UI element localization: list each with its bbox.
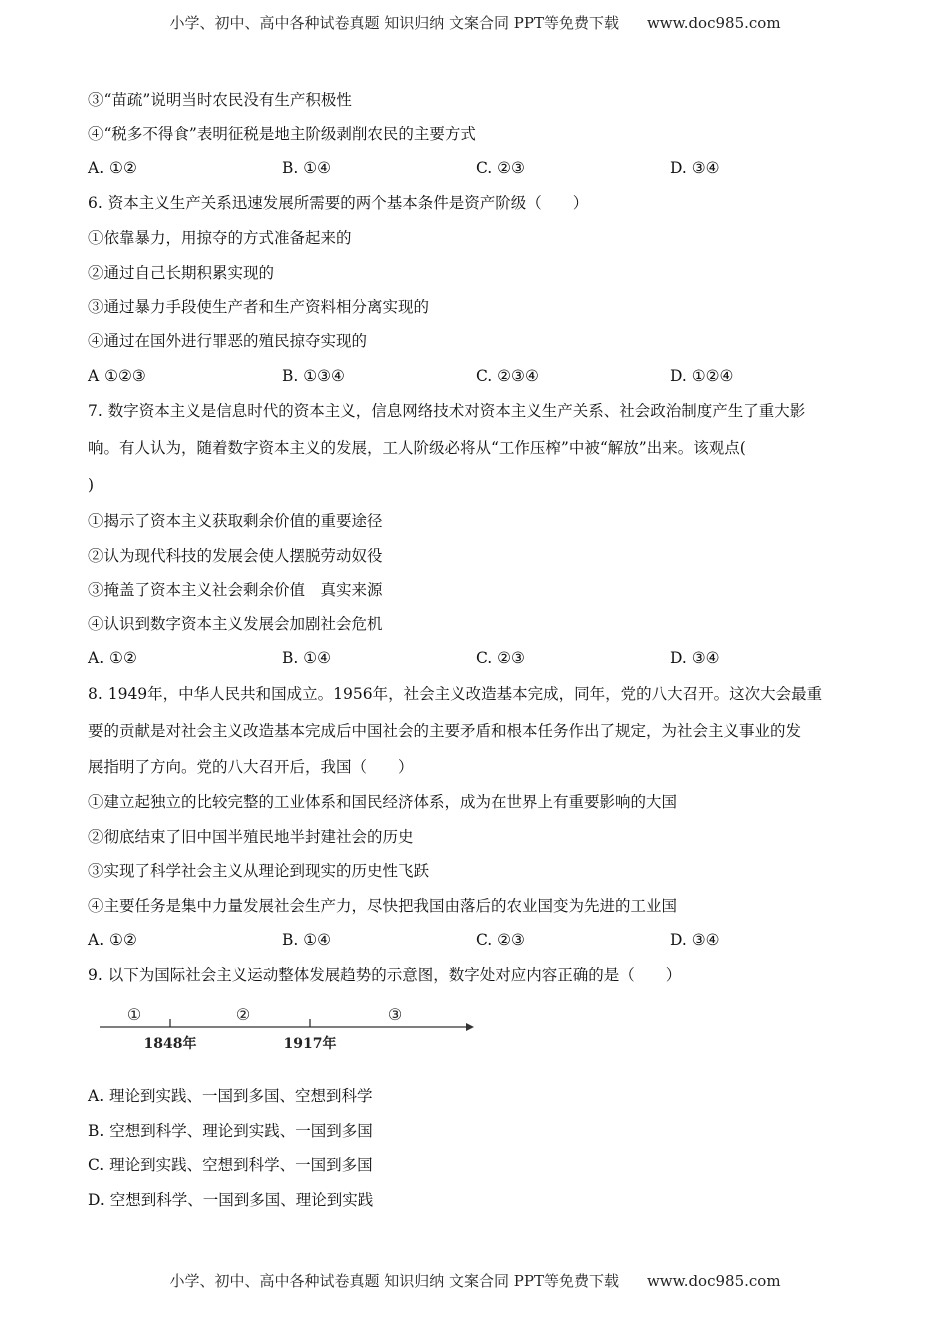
q9-option-b[interactable]: B. 空想到科学、理论到实践、一国到多国 bbox=[88, 1122, 373, 1140]
q8-statement-3: ③实现了科学社会主义从理论到现实的历史性飞跃 bbox=[88, 862, 430, 880]
q8-stem-line-2: 要的贡献是对社会主义改造基本完成后中国社会的主要矛盾和根本任务作出了规定，为社会主义事业的发 bbox=[88, 722, 802, 740]
q7-statement-2: ②认为现代科技的发展会使人摆脱劳动奴役 bbox=[88, 547, 383, 565]
q5-option-a[interactable]: A. ①② bbox=[88, 159, 137, 177]
q7-statement-4: ④认识到数字资本主义发展会加剧社会危机 bbox=[88, 615, 383, 633]
q5-option-c[interactable]: C. ②③ bbox=[476, 159, 525, 177]
q7-stem-line-3: ) bbox=[88, 476, 95, 494]
page-footer bbox=[0, 1270, 950, 1291]
q7-option-a[interactable]: A. ①② bbox=[88, 649, 137, 667]
q7-option-b[interactable]: B. ①④ bbox=[282, 649, 332, 667]
q8-statement-4: ④主要任务是集中力量发展社会生产力，尽快把我国由落后的农业国变为先进的工业国 bbox=[88, 897, 678, 915]
q6-options bbox=[88, 365, 868, 387]
q6-statement-3: ③通过暴力手段使生产者和生产资料相分离实现的 bbox=[88, 298, 430, 316]
q7-options bbox=[88, 647, 868, 669]
q9-option-d[interactable]: D. 空想到科学、一国到多国、理论到实践 bbox=[88, 1191, 374, 1209]
q5-option-d[interactable]: D. ③④ bbox=[670, 159, 720, 177]
q7-statement-3: ③掩盖了资本主义社会剩余价值 真实来源 bbox=[88, 581, 383, 599]
q8-statement-1: ①建立起独立的比较完整的工业体系和国民经济体系，成为在世界上有重要影响的大国 bbox=[88, 793, 678, 811]
footer-title: 小学、初中、高中各种试卷真题 知识归纳 文案合同 PPT等免费下载 bbox=[169, 1272, 619, 1290]
q8-statement-2: ②彻底结束了旧中国半殖民地半封建社会的历史 bbox=[88, 828, 414, 846]
q7-option-c[interactable]: C. ②③ bbox=[476, 649, 525, 667]
q8-stem-line-3: 展指明了方向。党的八大召开后，我国（ ） bbox=[88, 758, 414, 776]
q6-option-a[interactable]: A ①②③ bbox=[88, 367, 146, 385]
q7-stem-line-2: 响。有人认为，随着数字资本主义的发展，工人阶级必将从“工作压榨”中被“解放”出来。该观点( bbox=[88, 439, 746, 457]
timeline-mark-2: ② bbox=[235, 1005, 251, 1024]
timeline-year-1848: 1848年 bbox=[143, 1036, 197, 1052]
q6-option-c[interactable]: C. ②③④ bbox=[476, 367, 539, 385]
header-title: 小学、初中、高中各种试卷真题 知识归纳 文案合同 PPT等免费下载 bbox=[169, 14, 619, 32]
q8-option-d[interactable]: D. ③④ bbox=[670, 931, 720, 949]
q8-stem-line-1: 8. 1949年，中华人民共和国成立。1956年，社会主义改造基本完成，同年，党的八大召开。这次大会最重 bbox=[88, 685, 823, 703]
timeline-mark-1: ① bbox=[126, 1005, 142, 1024]
timeline-arrow-icon bbox=[466, 1023, 474, 1031]
q8-option-a[interactable]: A. ①② bbox=[88, 931, 137, 949]
q6-stem: 6. 资本主义生产关系迅速发展所需要的两个基本条件是资产阶级（ ） bbox=[88, 194, 589, 212]
q7-statement-1: ①揭示了资本主义获取剩余价值的重要途径 bbox=[88, 512, 383, 530]
q5-statement-3: ③“苗疏”说明当时农民没有生产积极性 bbox=[88, 91, 352, 109]
q6-statement-1: ①依靠暴力，用掠夺的方式准备起来的 bbox=[88, 229, 352, 247]
q6-statement-2: ②通过自己长期积累实现的 bbox=[88, 264, 275, 282]
q9-timeline-diagram bbox=[96, 1000, 476, 1060]
q5-options bbox=[88, 157, 868, 179]
page-header bbox=[0, 12, 950, 33]
header-url[interactable]: www.doc985.com bbox=[646, 14, 781, 32]
q9-option-c[interactable]: C. 理论到实践、空想到科学、一国到多国 bbox=[88, 1156, 373, 1174]
q8-options bbox=[88, 929, 868, 951]
q8-option-b[interactable]: B. ①④ bbox=[282, 931, 332, 949]
q7-stem-line-1: 7. 数字资本主义是信息时代的资本主义，信息网络技术对资本主义生产关系、社会政治制度产生了重大影 bbox=[88, 402, 806, 420]
q8-option-c[interactable]: C. ②③ bbox=[476, 931, 525, 949]
timeline-mark-3: ③ bbox=[387, 1005, 403, 1024]
q6-option-b[interactable]: B. ①③④ bbox=[282, 367, 345, 385]
footer-url[interactable]: www.doc985.com bbox=[646, 1272, 781, 1290]
q6-statement-4: ④通过在国外进行罪恶的殖民掠夺实现的 bbox=[88, 332, 368, 350]
q6-option-d[interactable]: D. ①②④ bbox=[670, 367, 734, 385]
q5-option-b[interactable]: B. ①④ bbox=[282, 159, 332, 177]
timeline-year-1917: 1917年 bbox=[283, 1036, 337, 1052]
q5-statement-4: ④“税多不得食”表明征税是地主阶级剥削农民的主要方式 bbox=[88, 125, 476, 143]
q9-option-a[interactable]: A. 理论到实践、一国到多国、空想到科学 bbox=[88, 1087, 373, 1105]
q7-option-d[interactable]: D. ③④ bbox=[670, 649, 720, 667]
q9-stem: 9. 以下为国际社会主义运动整体发展趋势的示意图，数字处对应内容正确的是（ ） bbox=[88, 966, 682, 984]
